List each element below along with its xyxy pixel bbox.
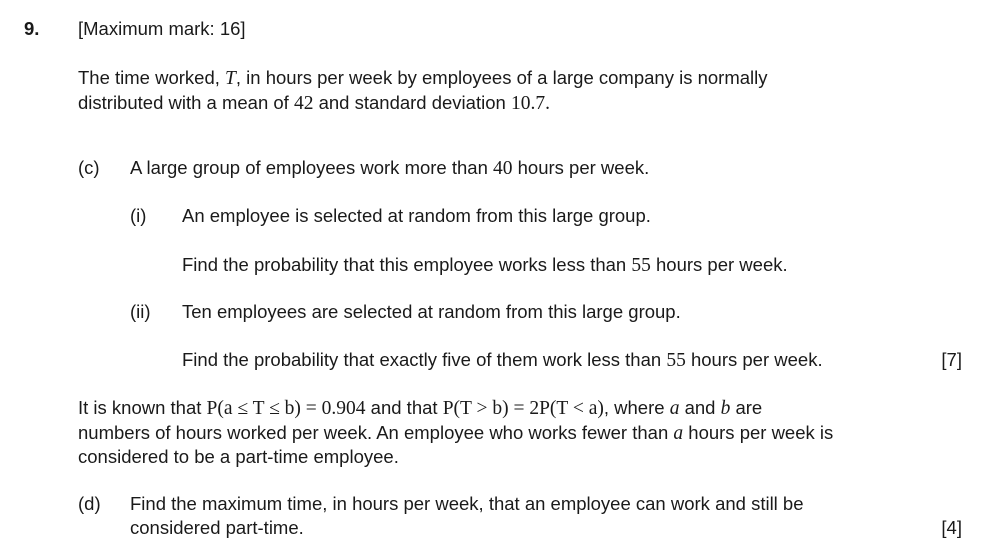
part-c-ii-label: (ii) [130,301,151,322]
part-d-marks: [4] [941,517,962,538]
part-c-text: A large group of employees work more than 40 hours per week. [130,157,650,179]
part-d-line-2: considered part-time. [130,517,304,538]
probability-expression-1: P(a ≤ T ≤ b) = 0.904 [206,398,366,419]
intro-line-1: The time worked, T, in hours per week by employees of a large company is normally [78,67,768,89]
part-c-ii-find: Find the probability that exactly five of them work less than 55 hours per week. [182,349,823,371]
part-c-i-text: An employee is selected at random from this large group. [182,205,651,226]
part-c-marks: [7] [941,349,962,370]
part-c-label: (c) [78,157,100,178]
probability-expression-2: P(T > b) = 2P(T < a) [442,398,604,419]
sd-value: 10.7 [510,93,546,114]
known-line-1: It is known that P(a ≤ T ≤ b) = 0.904 and that P(T > b) = 2P(T < a), where a and b are [78,397,763,419]
variable-t: T [225,68,236,89]
mean-value: 42 [293,93,314,114]
max-mark: [Maximum mark: 16] [78,18,246,39]
intro-line-2: distributed with a mean of 42 and standard deviation 10.7. [78,92,550,114]
part-c-i-find: Find the probability that this employee works less than 55 hours per week. [182,254,788,276]
question-number: 9. [24,18,40,39]
known-line-3: considered to be a part-time employee. [78,446,399,467]
part-d-label: (d) [78,493,101,514]
part-c-i-label: (i) [130,205,147,226]
part-c-ii-text: Ten employees are selected at random from this large group. [182,301,681,322]
part-d-line-1: Find the maximum time, in hours per week, that an employee can work and still be [130,493,804,514]
known-line-2: numbers of hours worked per week. An employee who works fewer than a hours per week is [78,422,834,444]
